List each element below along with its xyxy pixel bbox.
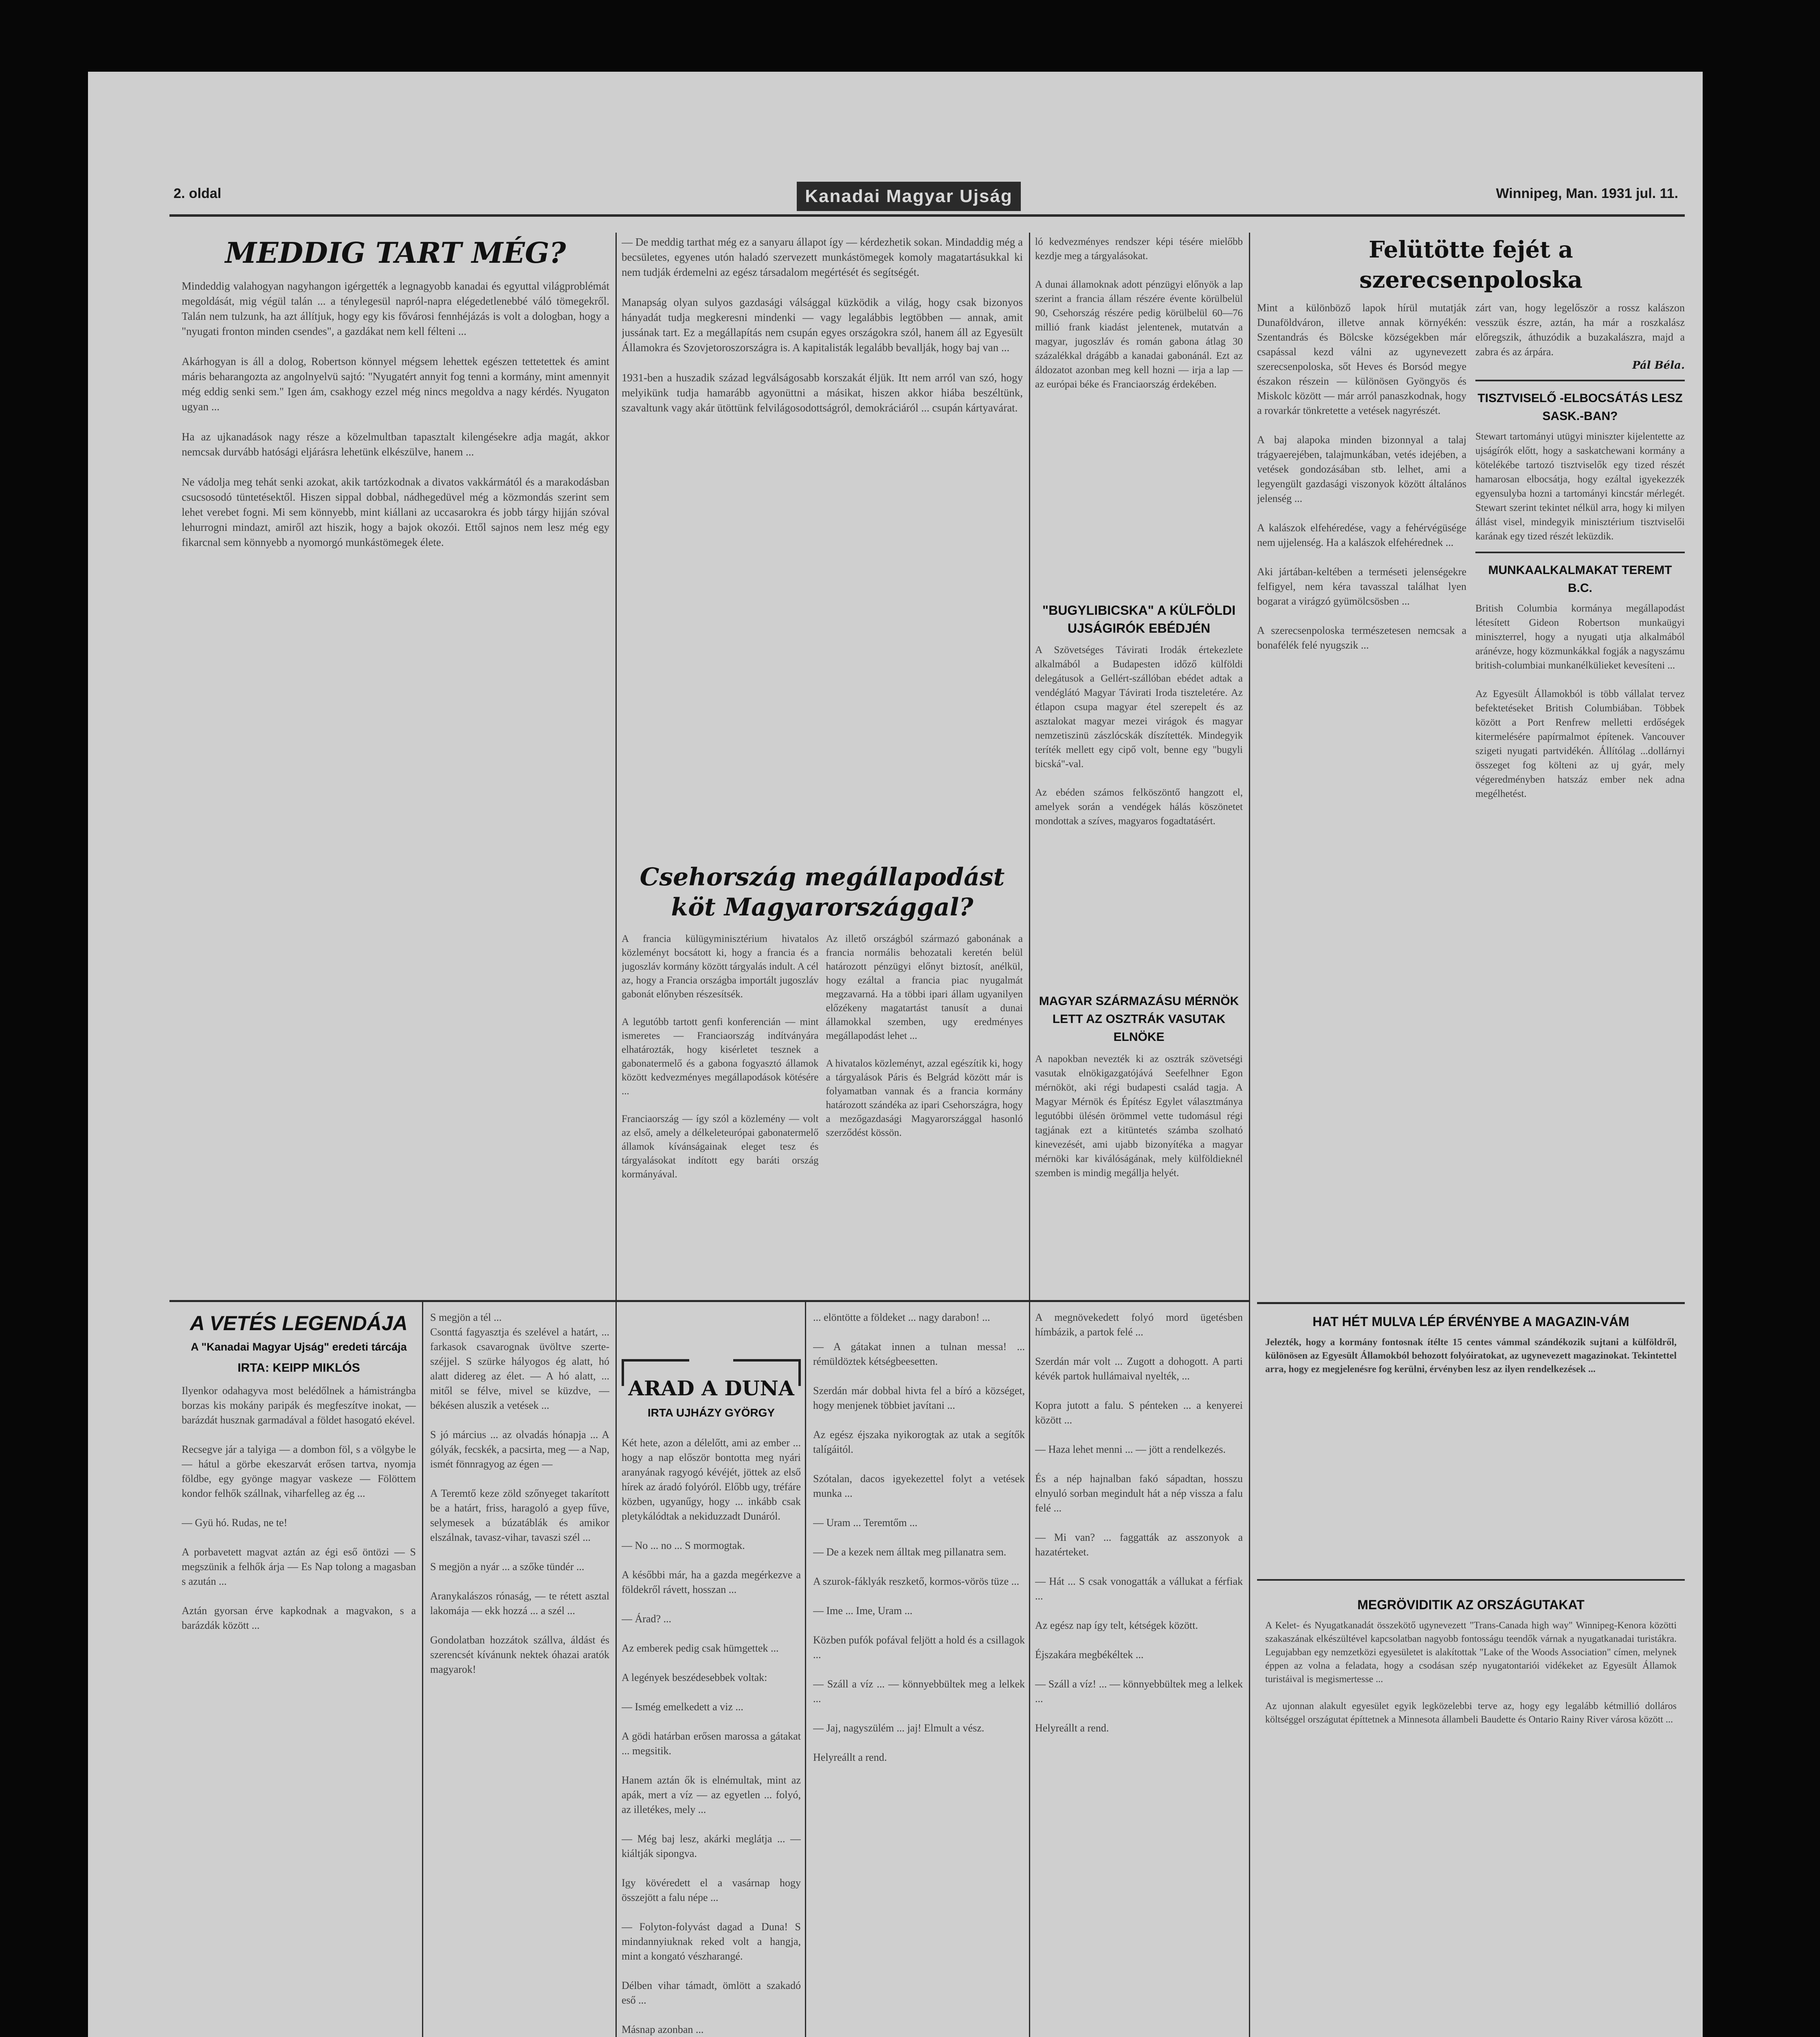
article-arad-end (1035, 1310, 1243, 2037)
column-divider (615, 1302, 617, 2037)
article-headline: ARAD A DUNA (628, 1376, 794, 1400)
article-body-tisztviselo: Stewart tartományi utügyi miniszter kijelentette az ujságírók előtt, hogy a saskatchewani kormány a kötelékébe tartozó tisztviselők egy tized részét hamarosan elbocsátja, hogy ezáltal igyekezzék egyensulyba hozni a tartományi kincstár mérlegét. Stewart szerint tekintet nélkül arra, hogy ki milyen állást visel, mindegyik minisztérium tisztviselői karának egy tized részét leküzdik. (1475, 431, 1685, 542)
article-dunai-allamok (1035, 235, 1243, 601)
article-mernok (1035, 992, 1243, 1298)
article-body-right: Az illető országból származó gabonának a francia normális behozatali keretén belül határozott pénzügyi előnyt biztosít, anélkül, hogy ezáltal a francia piac nyugalmát megzavarná. Ha a többi ipari állam ugyanilyen előzékeny magatartást tanusít a dunai államokkal szemben, ugy eredményes megállapodást lehet ... A hivatalos közleményt, azzal egészítik ki, hogy a tárgyalások Páris és Belgrád között már is folyamatban vannak és a francia kormány határozott szándéka az ipari Csehországra, hogy a mezőgazdasági Magyarországgal hasonló szerződést kössön. (826, 933, 1023, 1138)
article-subtitle: A "Kanadai Magyar Ujság" eredeti tárcája (191, 1341, 407, 1353)
article-body-end: zárt van, hogy legelőször a rossz kalászon vesszük észre, aztán, ha már a roszkalász előregszik, áthuzódik a buzakalászra, majd a zabra és az árpára. (1475, 302, 1685, 358)
column-divider (1029, 1302, 1030, 2037)
article-szerecsenpoloska (1257, 235, 1685, 1302)
article-body: Két hete, azon a délelőtt, ami az ember ... hogy a nap először bontotta meg nyári aranyának ragyogó kévéjét, jöttek az első hírek az áradó folyóról. Előbb ugy, tréfáre közben, ugyanűgy, hogy ... inkább csak pletykálódtak a nekiduzzadt Dunáról. — No ... no ... S mormogtak. A későbbi már, ha a gazda megérkezve a földekről rávett, hosszan ... — Árad? ... Az emberek pedig csak hümgettek ... A legények beszédesebbek voltak: — Ismég emelkedett a viz ... A gödi határban erősen marossa a gátakat ... megsitik. Hanem aztán ők is elnémultak, mint az apák, mert a víz — az egyetlen ... folyó, az illetékes, mely ... — Még baj lesz, akárki meglátja ... — kiáltják sipongva. Igy kövéredett el a vasárnap hogy összejött a falu népe ... — Folyton-folyvást dagad a Duna! S mindannyiuknak reked volt a hangja, mint a kongató vészharangé. Délben vihar támadt, ömlött a szakadó eső ... Másnap azonban ... (622, 1437, 801, 2035)
article-magazin-vam (1265, 1312, 1677, 1565)
article-headline: "BUGYLIBICSKA" A KÜLFÖLDI UJSÁGIRÓK EBÉDJÉN (1042, 603, 1236, 636)
frame-corner-ornament (622, 1359, 689, 1386)
article-author: IRTA: KEIPP MIKLÓS (237, 1361, 360, 1375)
column-divider (805, 1302, 806, 2037)
article-body: — De meddig tarthat még ez a sanyaru állapot így — kérdezhetik sokan. Mindaddig még a becsületes, egyenes utón haladó szervezett munkástömegek komoly magatartásukkal ki nem tudják érdemelni az egész társadalom megértését és segítségét. Manapság olyan sulyos gazdasági válsággal küzködik a világ, hogy csak bizonyos hányadát tudja megkeresni mindenki — vagy legalábbis legtöbben — annak, amit jussának tart. Ez a megállapítás nem csupán egyes országokra szól, hanem áll az Egyesült Államokra és Szovjetoroszországra is. A kapitalisták legalább bevallják, hogy baj van ... 1931-ben a huszadik század legválságosabb korszakát éljük. Itt nem arról van szó, hogy melyikünk tudja hamarább agyonüttni a másikat, hiszen akkor hiába beszéltünk, szavaltunk vagy akár ütöttünk felvilágosodottságról, demokráciáról ... csupán kártyavárat. (622, 236, 1023, 414)
article-meddig-continuation (622, 235, 1023, 870)
article-csehorszag (622, 862, 1023, 1298)
section-rule (1257, 1302, 1685, 1304)
article-headline: HAT HÉT MULVA LÉP ÉRVÉNYBE A MAGAZIN-VÁM (1312, 1314, 1629, 1329)
section-rule (1475, 380, 1685, 381)
page-number: 2. oldal (174, 186, 222, 201)
article-headline-munkaalkalmat: MUNKAALKALMAKAT TEREMT B.C. (1488, 563, 1672, 595)
article-body: A megnövekedett folyó mord ügetésben hímbázik, a partok felé ... Szerdán már volt ... Zugott a dohogott. A parti kévék partok hullámaival nyelték, ... Kopra jutott a falu. S pénteken ... a kenyerei között ... — Haza lehet menni ... — jött a rendelkezés. És a nép hajnalban fakó sápadtan, hosszu elnyuló sorban megindult hát a nép vissza a falu felé ... — Mi van? ... faggatták az asszonyok a hazatérteket. — Hát ... S csak vonogatták a vállukat a férfiak ... Az egész nap így telt, kétségek között. Éjszakára megbékéltek ... — Száll a víz! ... — könnyebbültek meg a lelkek ... Helyreállt a rend. (1035, 1311, 1243, 1734)
article-arad-continuation (813, 1310, 1025, 2037)
article-bugylibicska (1035, 601, 1243, 968)
frame-corner-ornament (733, 1359, 801, 1386)
article-headline: MAGYAR SZÁRMAZÁSU MÉRNÖK LETT AZ OSZTRÁK VASUTAK ELNÖKE (1039, 994, 1239, 1044)
article-arad-a-duna (622, 1310, 801, 2037)
section-rule (169, 1300, 1249, 1302)
article-body: ... elöntötte a földeket ... nagy darabon! ... — A gátakat innen a tulnan messa! ... rémüldöztek kétségbeesetten. Szerdán már dobbal hivta fel a bíró a községet, hogy menjenek többiet javítani ... Az egész éjszaka nyikorogtak az utak a segítők talígáitól. Szótalan, dacos igyekezettel folyt a vetések munka ... — Uram ... Teremtőm ... — De a kezek nem álltak meg pillanatra sem. A szurok-fáklyák reszkető, kormos-vörös tüze ... — Ime ... Ime, Uram ... Közben pufók pofával feljött a hold és a csillagok ... — Száll a víz ... — könnyebbültek meg a lelkek ... — Jaj, nagyszülém ... jaj! Elmult a vész. Helyreállt a rend. (813, 1311, 1025, 1763)
header-rule (169, 214, 1685, 217)
article-body: Mint a különböző lapok hírül mutatják Dunaföldváron, illetve annak környékén: Szentandrás és Bölcske községekben már csapással kezd válni az ugynevezett szerecsenpoloska, sőt Heves és Borsód megye északon részein — különösen Gyöngyös és Miskolc között — már arról panaszkodnak, hogy a rovarkár tönkretette a vetések nagyrészét. A baj alapoka minden bizonnyal a talaj trágyaerejében, talajmunkában, vetés idejében, a vetések gondozásában stb. lelhet, ami a legyengült gazdasági viszonyok között általános jelenség ... A kalászok elfehéredése, vagy a fehérvégüsége nem ujjelenség. Ha a kalászok elfehérednek ... Aki jártában-keltében a terméseti jelenségekre felfigyel, nem kéra tavasszal találhat lyen bogarat a virágzó gyümölcsösben ... A szerecsenpoloska természetesen nemcsak a bonafélék felé nyugszik ... (1257, 302, 1466, 651)
column-divider (1249, 233, 1250, 2037)
article-body: Ilyenkor odahagyva most belédőlnek a hámistrángba borzas kis mokány paripák és megfeszítve inokat, — barázdát husznak garmadával a földet hasogató ekével. Recsegve jár a talyiga — a dombon föl, s a völgybe le — hátul a görbe ekeszarvát erősen tartva, nyomja földbe, egy gyönge magyar vaskeze — Fölöttem kondor felhők szállnak, viharfelleg az ég ... — Gyü hó. Rudas, ne te! A porbavetett magvat aztán az égi eső öntözi — S megszünik a felhők árja — Es Nap tolong a magasban s azután ... Aztán gyorsan érve kapkodnak a magvakon, s a barázdák között ... (182, 1385, 416, 1631)
article-orszagutak (1265, 1595, 1677, 2037)
section-rule (1475, 552, 1685, 553)
article-body-munkaalkalmat: British Columbia kormánya megállapodást létesített Gideon Robertson munkaügyi miniszterrel, hogy a nyugati utja alkalmából aránévze, hogy közmunkákkal fogják a nagyszámu british-columbiai munkanélkülieket kevesíteni ... Az Egyesült Államokból is több vállalat tervez befektetéseket British Columbiában. Többek között a Port Renfrew melletti erdőségek kitermelésére papírmalmot építenek. Vancouver szigeti nyugati partvidékén. Állítólag ...dollárnyi összeget fog költeni az uj gyár, mely végeredményben hatszáz ember nek adna megélhetést. (1475, 603, 1685, 799)
article-body: A Szövetséges Távirati Irodák értekezlete alkalmából a Budapesten időző külföldi delegátusok a Gellért-szállóban ebédet adtak a vendéglátó Magyar Távirati Iroda tiszteletére. Az étlapon csupa magyar étel szerepelt és az asztalokat magyar mezei virágok és magyar nemzetiszinü zászlócskák díszítették. Mindegyik teríték mellett egy cipő volt, benne egy "bugyli bicská"-val. Az ebéden számos felköszöntő hangzott el, amelyek során a vendégek hálás köszönetet mondottak a szíves, magyaros fogadtatásért. (1035, 645, 1243, 827)
article-author: IRTA UJHÁZY GYÖRGY (647, 1406, 775, 1419)
article-headline: MEDDIG TART MÉG? (225, 236, 566, 270)
page-header (88, 174, 1703, 218)
article-vetes-continuation (430, 1310, 609, 2037)
article-body: S megjön a tél ... Csonttá fagyasztja és szelével a határt, ... farkasok csavarognak üvöltve szerte-széjjel. S szürke hályogos ég alatt, hó alatt didereg az élet. — A hó alatt, ... mitől se félve, mivel se küzdve, — békésen aluszik a vetések ... S jó március ... az olvadás hónapja ... A gólyák, fecskék, a pacsirta, meg — a Nap, ismét fönnragyog az égen — A Teremtő keze zöld szőnyeget takarított be a határt, friss, haragoló a gyep fűve, selymesek a búzatáblák és amikor elszálnak, tavasz-vihar, tavaszi szél ... S megjön a nyár ... a szőke tündér ... Aranykalászos rónaság, — te rétett asztal lakomája — ekk hozzá ... a szél ... Gondolatban hozzátok szállva, áldást és szerencsét kívánunk nektek óhazai aratók magyarok! (430, 1311, 609, 1675)
article-body: Mindeddig valahogyan nagyhangon igérgették a legnagyobb kanadai és egyuttal világproblémát megoldását, mig végül talán ... a ténylegesül napról-napra elégedetlenebbé váló tömegekről. Talán nem tulzunk, ha azt állítjuk, hogy egy kis fővárosi fennhéjázás is volt a dologban, hogy a "nyugati fronton minden csendes", a gazdákat nem kell félteni ... Akárhogyan is áll a dolog, Robertson könnyel mégsem lehettek egészen tettetettek és amint máris beharangozta az angolnyelvü sajtó: "Nyugatért annyit fog tenni a kormány, mint amennyit még eddig senki sem." Igen ám, csakhogy ezzel még nincs megoldva a nagy kérdés. Nyugaton ugyan ... Ha az ujkanadások nagy része a közelmultban tapasztalt kilengésekre adja magát, akkor nemcsak durvább hatósági eljárásra lehetünk elkészülve, hanem ... Ne vádolja meg tehát senki azokat, akik tartózkodnak a divatos vakkármától és a marakodásban csucsosodó tüntetésektől. Hiszen sippal dobbal, nádhegedüvel még a közmondás szerint sem lehet verebet fogni. Mi sem könnyebb, mint kiállani az uccasarokra és jobb tárgy hijján szóval lehurrogni mindazt, amiről azt hiszik, hogy a bajok okozói. Ettől sajnos nem lesz még egy fikarcnal sem könnyebb a nyomorgó munkástömegek élete. (182, 280, 609, 548)
article-signature: Pál Béla. (1632, 359, 1685, 372)
article-headline: A VETÉS LEGENDÁJA (190, 1312, 408, 1335)
newspaper-page (88, 72, 1703, 2037)
column-divider (615, 233, 617, 1300)
article-body: A napokban nevezték ki az osztrák szövetségi vasutak elnökigazgatójává Seefelhner Egon mérnököt, aki régi budapesti család tagja. A Magyar Mérnök és Építész Egylet választmánya legutóbbi ülésén örömmel vette tudomásul régi tagjának ezt a kitüntetés számba szolható kinevezését, ami ujabb bizonyítéka a magyar mérnöki kar kiválóságának, mely külföldieknél szemben is mindig megállja helyét. (1035, 1054, 1243, 1179)
article-headline: Felütötte fejét a szerecsenpoloska (1359, 236, 1583, 293)
column-divider (1029, 233, 1030, 1300)
article-title-frame (622, 1359, 801, 1428)
masthead-logo: Kanadai Magyar Ujság (797, 182, 1021, 211)
article-body: ló kedvezményes rendszer képi tésére mielőbb kezdje meg a tárgyalásokat. A dunai államoknak adott pénzügyi előnyök a lap szerint a francia állam részére évente körülbelül 90, Csehország részére pedig körülbelül 60—76 millió frank kiadást jelentenek, mutatván a magyar, jugoszláv és román gabona átlag 30 százalékkal drágább a kanadai gabonánál. Ezt az áldozatot azonban meg kell hozni — irja a lap — az európai béke és Franciaország érdekében. (1035, 236, 1243, 390)
article-headline-tisztviselo: TISZTVISELŐ -ELBOCSÁTÁS LESZ SASK.-BAN? (1477, 392, 1683, 423)
issue-date: Winnipeg, Man. 1931 jul. 11. (1496, 186, 1678, 201)
article-body-left: A francia külügyminisztérium hivatalos közleményt bocsátott ki, hogy a francia és a jugoszláv kormány között tárgyalás indult. A cél az, hogy a Francia országba importált jugoszláv gabonát előnyben részesítsék. A legutóbb tartott genfi konferencián — mint ismeretes — Franciaország indítványára elhatározták, hogy kisérletet tesznek a gabonatermelő és a gabona fogyasztó államok között kedvezményes megállapodások kötésére ... Franciaország — így szól a közlemény — volt az első, amely a délkeleteurópai gabonatermelő államok kívánságainak eleget tesz és tárgyalásokat indított egy baráti ország kormányával. (622, 933, 819, 1180)
article-body: Jelezték, hogy a kormány fontosnak ítélte 15 centes vámmal szándékozik sujtani a külföldről, különösen az Egyesült Államokból behozott folyóiratokat, az ugynevezett magazinokat. Tekintettel arra, hogy ez megjelenésre fog kerülni, érvényben lesz az ilyen rendelkezések ... (1265, 1337, 1677, 1375)
article-vetes-legendaja (182, 1310, 416, 2037)
column-divider (422, 1302, 423, 2037)
article-meddig-tart-meg (182, 235, 609, 1294)
article-body: A Kelet- és Nyugatkanadát összekötő ugynevezett "Trans-Canada high way" Winnipeg-Kenora közötti szakaszának elkészültével kapcsolatban nagyobb fontosságu teendők várnak a nyugatkanadai turistákra. Legujabban egy nemzetközi egyesületet is alakítottak "Lake of the Woods Association" címen, melynek éppen az volna a feladata, hogy a csodásan szép nyugatontariói vidékeket az Egyesült Államok turistáival is megismertesse ... Az ujonnan alakult egyesület egyik legközelebbi terve az, hogy egy legalább kétmillió dolláros költséggel országutat építtetnek a Minnesota állambeli Baudette és Ontario Rainy River városa között ... (1265, 1620, 1677, 1725)
article-headline: Csehország megállapodást köt Magyarországgal? (640, 863, 1005, 922)
article-headline: MEGRÖVIDITIK AZ ORSZÁGUTAKAT (1357, 1597, 1585, 1612)
section-rule (1257, 1579, 1685, 1581)
